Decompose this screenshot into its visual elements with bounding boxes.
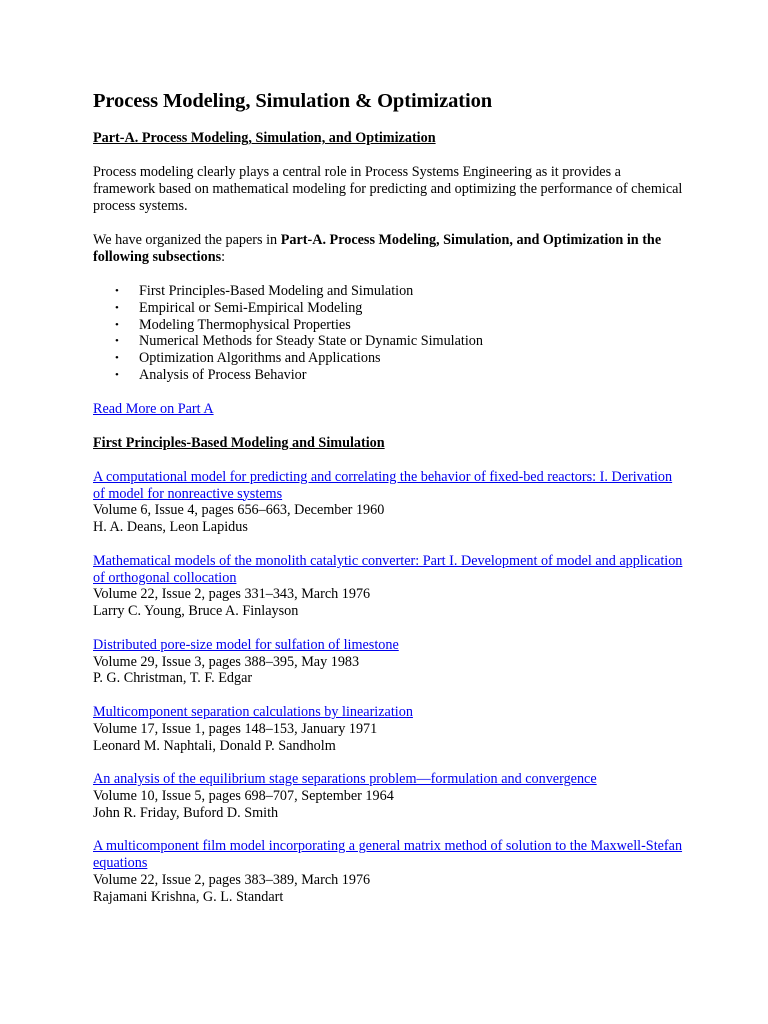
reference-authors: Rajamani Krishna, G. L. Standart xyxy=(93,888,284,905)
bullet-icon: • xyxy=(115,285,119,297)
bullet-icon: • xyxy=(115,301,119,314)
subsection-label: Analysis of Process Behavior xyxy=(139,366,307,383)
subsection-heading: First Principles-Based Modeling and Simulation xyxy=(93,434,385,451)
organized-suffix: : xyxy=(221,249,226,265)
organized-paragraph xyxy=(93,232,683,266)
list-item xyxy=(93,333,708,350)
subsection-list xyxy=(93,283,708,384)
reference-title-link[interactable]: An analysis of the equilibrium stage separations problem—formulation and convergence xyxy=(93,771,597,788)
reference-entry xyxy=(93,637,683,687)
bullet-icon: • xyxy=(115,368,119,381)
subsection-label: Modeling Thermophysical Properties xyxy=(139,316,351,333)
reference-entry xyxy=(93,838,683,905)
reference-title-link[interactable]: Mathematical models of the monolith catalytic converter: Part I. Development of model and application of orthogonal collocation xyxy=(93,552,683,586)
reference-meta: Volume 17, Issue 1, pages 148–153, January 1971 xyxy=(93,720,378,737)
organized-bold: Part-A. Process Modeling, Simulation, and Optimization in the following subsections xyxy=(93,232,662,265)
reference-authors: H. A. Deans, Leon Lapidus xyxy=(93,519,248,536)
reference-meta: Volume 22, Issue 2, pages 383–389, March 1976 xyxy=(93,871,371,888)
subsection-label: Numerical Methods for Steady State or Dynamic Simulation xyxy=(139,333,483,350)
intro-paragraph: Process modeling clearly plays a central role in Process Systems Engineering as it provides a framework based on mathematical modeling for predicting and optimizing the performance of chemical process systems. xyxy=(93,164,683,214)
reference-meta: Volume 29, Issue 3, pages 388–395, May 1983 xyxy=(93,653,360,670)
reference-authors: John R. Friday, Buford D. Smith xyxy=(93,804,279,821)
organized-prefix: We have organized the papers in xyxy=(93,232,281,248)
list-item xyxy=(93,300,708,317)
reference-title-link[interactable]: A computational model for predicting and correlating the behavior of fixed-bed reactors: I. Derivation of model for nonreactive systems xyxy=(93,468,673,502)
bullet-icon: • xyxy=(115,352,119,365)
reference-meta: Volume 6, Issue 4, pages 656–663, December 1960 xyxy=(93,502,385,519)
list-item xyxy=(93,367,708,384)
reference-entry xyxy=(93,553,683,620)
list-item xyxy=(93,317,708,334)
reference-authors: Larry C. Young, Bruce A. Finlayson xyxy=(93,603,299,620)
reference-meta: Volume 22, Issue 2, pages 331–343, March 1976 xyxy=(93,586,371,603)
part-heading: Part-A. Process Modeling, Simulation, and Optimization xyxy=(93,130,436,146)
reference-title-link[interactable]: A multicomponent film model incorporating a general matrix method of solution to the Maxwell-Stefan equations xyxy=(93,838,683,872)
reference-entry xyxy=(93,469,683,536)
reference-title-link[interactable]: Distributed pore-size model for sulfation of limestone xyxy=(93,636,399,653)
reference-meta: Volume 10, Issue 5, pages 698–707, September 1964 xyxy=(93,787,394,804)
bullet-icon: • xyxy=(115,335,119,348)
reference-authors: Leonard M. Naphtali, Donald P. Sandholm xyxy=(93,737,336,754)
bullet-icon: • xyxy=(115,318,119,331)
subsection-label: First Principles-Based Modeling and Simulation xyxy=(139,283,414,299)
page-title: Process Modeling, Simulation & Optimization xyxy=(93,90,493,112)
subsection-label: Empirical or Semi-Empirical Modeling xyxy=(139,299,363,316)
reference-entry xyxy=(93,771,683,821)
subsection-label: Optimization Algorithms and Applications xyxy=(139,350,381,367)
reference-title-link[interactable]: Multicomponent separation calculations by linearization xyxy=(93,703,413,720)
list-item xyxy=(93,350,708,367)
list-item xyxy=(93,283,708,300)
reference-authors: P. G. Christman, T. F. Edgar xyxy=(93,670,253,687)
read-more-row xyxy=(93,401,708,418)
reference-entry xyxy=(93,704,683,754)
read-more-link[interactable]: Read More on Part A xyxy=(93,400,214,417)
